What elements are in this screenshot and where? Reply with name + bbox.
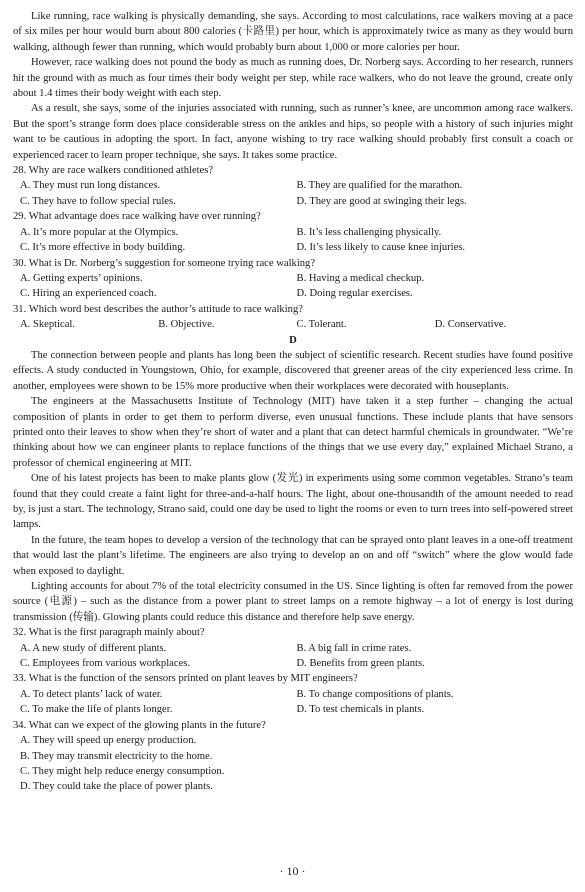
option-list bbox=[13, 271, 573, 302]
option: A. Getting experts’ opinions. bbox=[20, 272, 143, 284]
option: C. They have to follow special rules. bbox=[20, 195, 176, 207]
page-number: · 10 · bbox=[279, 864, 306, 878]
question-stem: 31. Which word best describes the author’s attitude to race walking? bbox=[13, 303, 303, 315]
option-list bbox=[13, 317, 573, 332]
option: C. Employees from various workplaces. bbox=[20, 658, 191, 670]
paragraph: However, race walking does not pound the body as much as running does, Dr. Norberg says. According to her research, runners hit the ground with as much as four times their body weight per step, while race walkers, who do not leave the ground, create only about 1.4 times their body weight with each step. bbox=[13, 57, 573, 100]
section-heading: D bbox=[289, 334, 297, 346]
paragraph: Like running, race walking is physically demanding, she says. According to most calculations, race walkers moving at a pace of six miles per hour would burn about 800 calories (卡路里) per hour, which is approximately twice as many as they would burn walking, although fewer than running, which would probably burn about 1,000 or more calories per hour. bbox=[13, 11, 573, 53]
question-stem: 30. What is Dr. Norberg’s suggestion for someone trying race walking? bbox=[13, 257, 316, 269]
option: B. To change compositions of plants. bbox=[296, 688, 454, 700]
paragraph: As a result, she says, some of the injuries associated with running, such as runner’s knee, are uncommon among race walkers. But the sport’s strange form does place considerable stress on the ankles and hips, so people with a history of such injuries might want to be cautious in adopting the sport. In fact, anyone wishing to try race walking should probably first consult a coach or experienced racer to learn proper technique, she says. It takes some practice. bbox=[13, 103, 573, 161]
option: D. Benefits from green plants. bbox=[296, 658, 425, 670]
option: C. Tolerant. bbox=[296, 319, 347, 331]
option: A. It’s more popular at the Olympics. bbox=[20, 226, 179, 238]
question-stem: 32. What is the first paragraph mainly about? bbox=[13, 627, 205, 639]
option: A. To detect plants’ lack of water. bbox=[20, 688, 163, 700]
paragraph: One of his latest projects has been to make plants glow (发光) in experiments using some common vegetables. Strano’s team found that they could create a faint light for three-and-a-half hours. The light, about one-thousandth of the amount needed to read by, is just a start. The technology, Strano said, could one day be used to light the rooms or even to turn trees into self-powered street lamps. bbox=[13, 473, 573, 531]
paragraph: The engineers at the Massachusetts Institute of Technology (MIT) have taken it a step further – changing the actual composition of plants in order to get them to perform diverse, even unusual functions. These include plants that have sensors printed onto their leaves to show when they’re short of water and a plant that can detect harmful chemicals in groundwater. “We’re thinking about how we can engineer plants to replace functions of the things that we use every day,” explained Michael Strano, a professor of chemical engineering at MIT. bbox=[13, 396, 573, 469]
option-list bbox=[13, 733, 573, 795]
option-list bbox=[13, 641, 573, 672]
option: D. They could take the place of power plants. bbox=[20, 781, 213, 793]
option: B. Objective. bbox=[158, 319, 215, 331]
question-stem: 33. What is the function of the sensors printed on plant leaves by MIT engineers? bbox=[13, 673, 358, 685]
paragraph: Lighting accounts for about 7% of the total electricity consumed in the US. Since lighting is often far removed from the power source (电源) – such as the distance from a power plant to street lamps on a remote highway – a lot of energy is lost during transmission (传输). Glowing plants could reduce this distance and therefore help save energy. bbox=[13, 581, 573, 623]
option: B. A big fall in crime rates. bbox=[296, 642, 412, 654]
option: D. They are good at swinging their legs. bbox=[296, 195, 467, 207]
option: D. It’s less likely to cause knee injuries. bbox=[296, 242, 466, 254]
option: A. Skeptical. bbox=[20, 319, 76, 331]
option: B. Having a medical checkup. bbox=[296, 272, 425, 284]
option: A. They will speed up energy production. bbox=[20, 735, 197, 747]
option: C. To make the life of plants longer. bbox=[20, 704, 173, 716]
option: B. They are qualified for the marathon. bbox=[296, 180, 463, 192]
paragraph: In the future, the team hopes to develop a version of the technology that can be sprayed onto plant leaves in a one-off treatment that would last the plant’s lifetime. The engineers are also trying to develop an on and off “switch” where the glow would fade when exposed to daylight. bbox=[13, 534, 573, 577]
option-list bbox=[13, 225, 573, 256]
option: A. A new study of different plants. bbox=[20, 642, 167, 654]
question-stem: 34. What can we expect of the glowing plants in the future? bbox=[13, 719, 266, 731]
option: B. It’s less challenging physically. bbox=[296, 226, 442, 238]
option: A. They must run long distances. bbox=[20, 180, 161, 192]
option: D. Doing regular exercises. bbox=[296, 288, 413, 300]
paragraph: The connection between people and plants has long been the subject of scientific research. Recent studies have found positive effects. A study conducted in Youngstown, Ohio, for example, discovered that greener areas of the city experienced less crime. In another, employees were shown to be 15% more productive when their workplaces were decorated with houseplants. bbox=[13, 349, 573, 392]
option-list bbox=[13, 687, 573, 718]
exam-page bbox=[13, 9, 573, 795]
option: D. To test chemicals in plants. bbox=[296, 704, 425, 716]
option: C. They might help reduce energy consumption. bbox=[20, 765, 225, 777]
option: C. It’s more effective in body building. bbox=[20, 242, 186, 254]
option: D. Conservative. bbox=[434, 319, 507, 331]
question-stem: 29. What advantage does race walking have over running? bbox=[13, 211, 261, 223]
option: C. Hiring an experienced coach. bbox=[20, 288, 157, 300]
option: B. They may transmit electricity to the home. bbox=[20, 750, 213, 762]
question-stem: 28. Why are race walkers conditioned athletes? bbox=[13, 165, 214, 177]
option-list bbox=[13, 178, 573, 209]
